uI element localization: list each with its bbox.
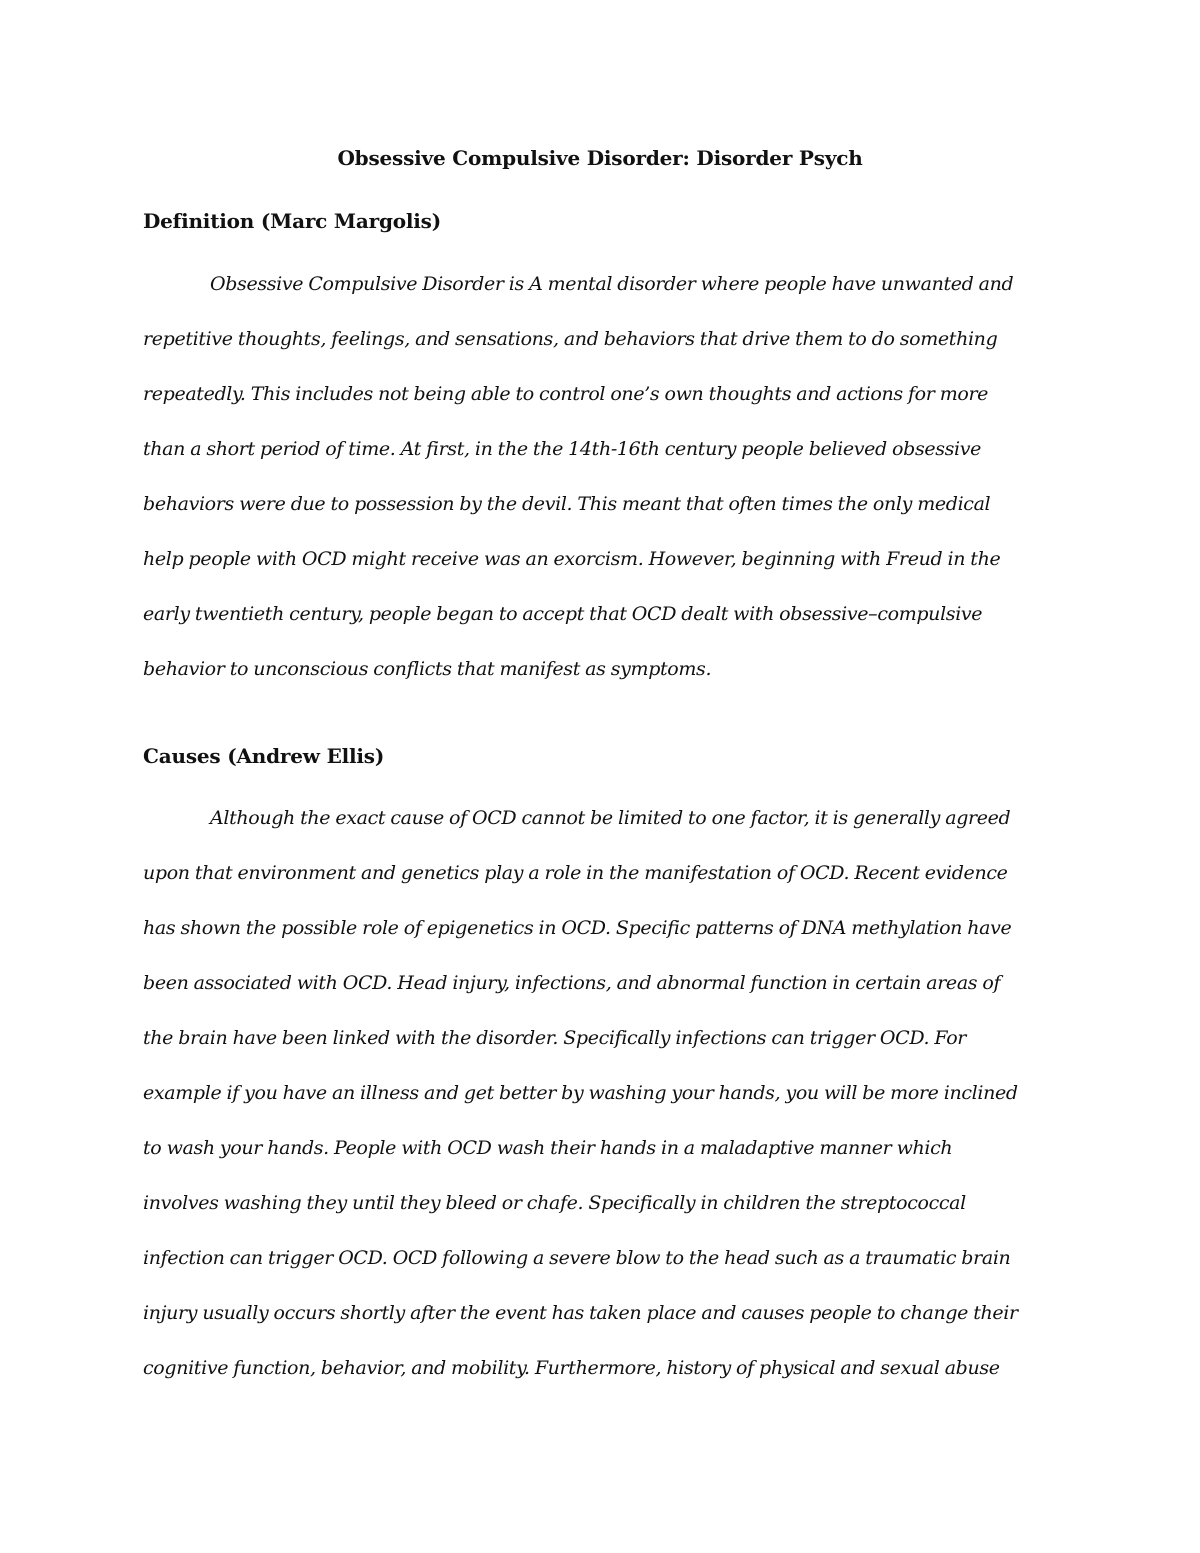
causes-paragraph (143, 803, 1063, 1408)
definition-paragraph (143, 269, 1063, 709)
paragraph-line: cognitive function, behavior, and mobility. Furthermore, history of physical and sexual abuse (143, 1357, 1000, 1379)
paragraph-line: involves washing they until they bleed or chafe. Specifically in children the streptococcal (143, 1192, 966, 1214)
section-heading-causes: Causes (Andrew Ellis) (143, 744, 385, 768)
paragraph-line: has shown the possible role of epigenetics in OCD. Specific patterns of DNA methylation have (143, 917, 1012, 939)
paragraph-line: to wash your hands. People with OCD wash their hands in a maladaptive manner which (143, 1137, 953, 1159)
paragraph-line: infection can trigger OCD. OCD following a severe blow to the head such as a traumatic brain (143, 1247, 1011, 1269)
paragraph-line: early twentieth century, people began to accept that OCD dealt with obsessive–compulsive (143, 603, 983, 625)
paragraph-line: Obsessive Compulsive Disorder is A mental disorder where people have unwanted and (210, 273, 1014, 295)
paragraph-line: repeatedly. This includes not being able to control one’s own thoughts and actions for more (143, 383, 989, 405)
paragraph-line: injury usually occurs shortly after the event has taken place and causes people to change their (143, 1302, 1018, 1324)
paragraph-line: repetitive thoughts, feelings, and sensations, and behaviors that drive them to do something (143, 328, 998, 350)
paragraph-line: help people with OCD might receive was an exorcism. However, beginning with Freud in the (143, 548, 1001, 570)
paragraph-line: than a short period of time. At first, in the the 14th-16th century people believed obsessive (143, 438, 982, 460)
paragraph-line: Although the exact cause of OCD cannot be limited to one factor, it is generally agreed (210, 807, 1011, 829)
paragraph-line: behaviors were due to possession by the devil. This meant that often times the only medical (143, 493, 991, 515)
paragraph-line: the brain have been linked with the disorder. Specifically infections can trigger OCD. For (143, 1027, 967, 1049)
section-heading-definition: Definition (Marc Margolis) (143, 209, 442, 233)
paragraph-line: upon that environment and genetics play a role in the manifestation of OCD. Recent evidence (143, 862, 1008, 884)
paragraph-line: example if you have an illness and get better by washing your hands, you will be more inclined (143, 1082, 1018, 1104)
document-title: Obsessive Compulsive Disorder: Disorder Psych (337, 146, 863, 170)
paragraph-line: behavior to unconscious conflicts that manifest as symptoms. (143, 658, 712, 680)
paragraph-line: been associated with OCD. Head injury, infections, and abnormal function in certain areas of (143, 972, 1001, 994)
